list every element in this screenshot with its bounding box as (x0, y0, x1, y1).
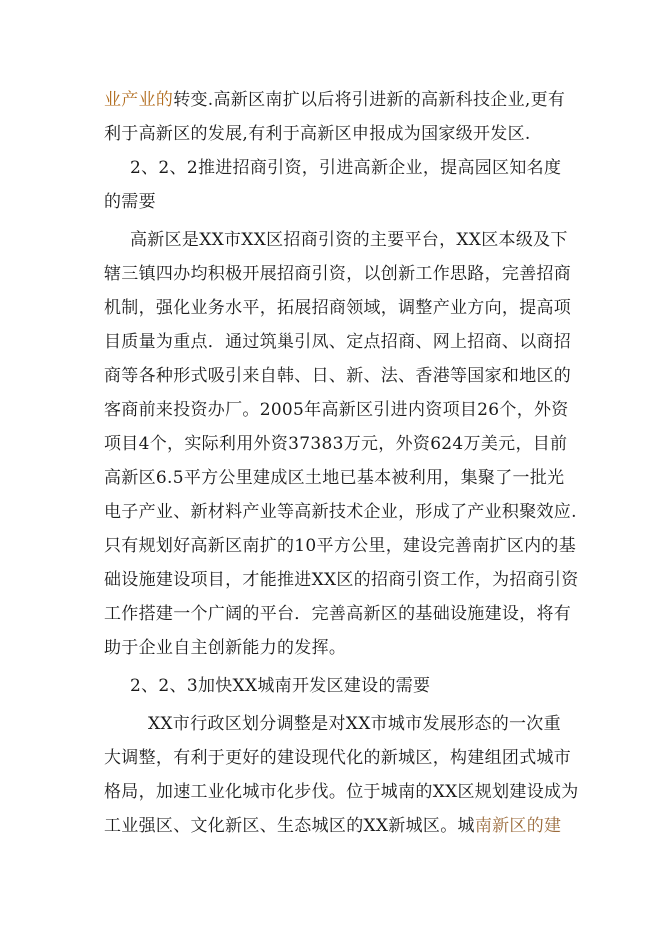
line-text: XX市行政区划分调整是对XX市城市发展形态的一次重 (148, 714, 561, 734)
line-text: 项目4个，实际利用外资37383万元，外资624万美元，目前 (104, 434, 568, 454)
text-line (104, 566, 579, 594)
line-text: 大调整，有利于更好的建设现代化的新城区，构建组团式城市 (104, 748, 572, 768)
line-text: 商等各种形式吸引来自韩、日、新、法、香港等国家和地区的 (104, 366, 572, 386)
text-line (148, 710, 598, 738)
text-line (104, 464, 565, 492)
line-text: 工业强区、文化新区、生态城区的XX新城区。城 (104, 816, 475, 836)
line-text: 工作搭建一个广阔的平台．完善高新区的基础设施建设，将有 (104, 604, 572, 624)
line-text: 电子产业、新材料产业等高新技术企业，形成了产业积聚效应. (104, 502, 577, 522)
faded-text: 南新区的建 (474, 816, 562, 836)
text-line (104, 294, 572, 322)
line-text: 辖三镇四办均积极开展招商引资，以创新工作思路，完善招商 (104, 264, 572, 284)
line-text: 只有规划好高新区南扩的10平方公里，建设完善南扩区内的基 (104, 536, 577, 556)
text-line (104, 86, 566, 114)
text-line (104, 634, 554, 662)
text-line (104, 188, 554, 216)
section-heading-2-2-3 (130, 672, 580, 700)
line-text: 高新区6.5平方公里建成区土地已基本被利用，集聚了一批光 (104, 468, 565, 488)
line-text: 础设施建设项目，才能推进XX区的招商引资工作，为招商引资 (104, 570, 579, 590)
line-text: 2、2、3加快XX城南开发区建设的需要 (130, 676, 431, 696)
line-text: 转变.高新区南扩以后将引进新的高新科技企业,更有 (173, 90, 566, 110)
line-text: 客商前来投资办厂。2005年高新区引进内资项目26个，外资 (104, 400, 569, 420)
text-line (104, 778, 579, 806)
line-text: 利于高新区的发展,有利于高新区申报成为国家级开发区. (104, 124, 531, 144)
text-line (104, 260, 572, 288)
text-line (104, 120, 554, 148)
line-text: 格局，加速工业化城市化步伐。位于城南的XX区规划建设成为 (104, 782, 579, 802)
text-line (104, 328, 572, 356)
text-line (104, 744, 572, 772)
line-text: 目质量为重点．通过筑巢引凤、定点招商、网上招商、以商招 (104, 332, 572, 352)
text-line (104, 532, 577, 560)
line-text: 的需要 (104, 192, 156, 212)
text-line (130, 226, 580, 254)
text-line (104, 812, 562, 840)
text-line (104, 362, 572, 390)
text-line (104, 430, 568, 458)
text-line (104, 600, 572, 628)
section-heading-2-2-2 (130, 154, 580, 182)
line-text: 高新区是XX市XX区招商引资的主要平台，XX区本级及下 (130, 230, 568, 250)
text-line (104, 498, 577, 526)
text-line (104, 396, 569, 424)
highlight-text: 业产业的 (104, 90, 174, 110)
line-text: 助于企业自主创新能力的发挥。 (104, 638, 347, 658)
line-text: 2、2、2推进招商引资，引进高新企业，提高园区知名度 (130, 158, 562, 178)
line-text: 机制，强化业务水平，拓展招商领域，调整产业方向，提高项 (104, 298, 572, 318)
